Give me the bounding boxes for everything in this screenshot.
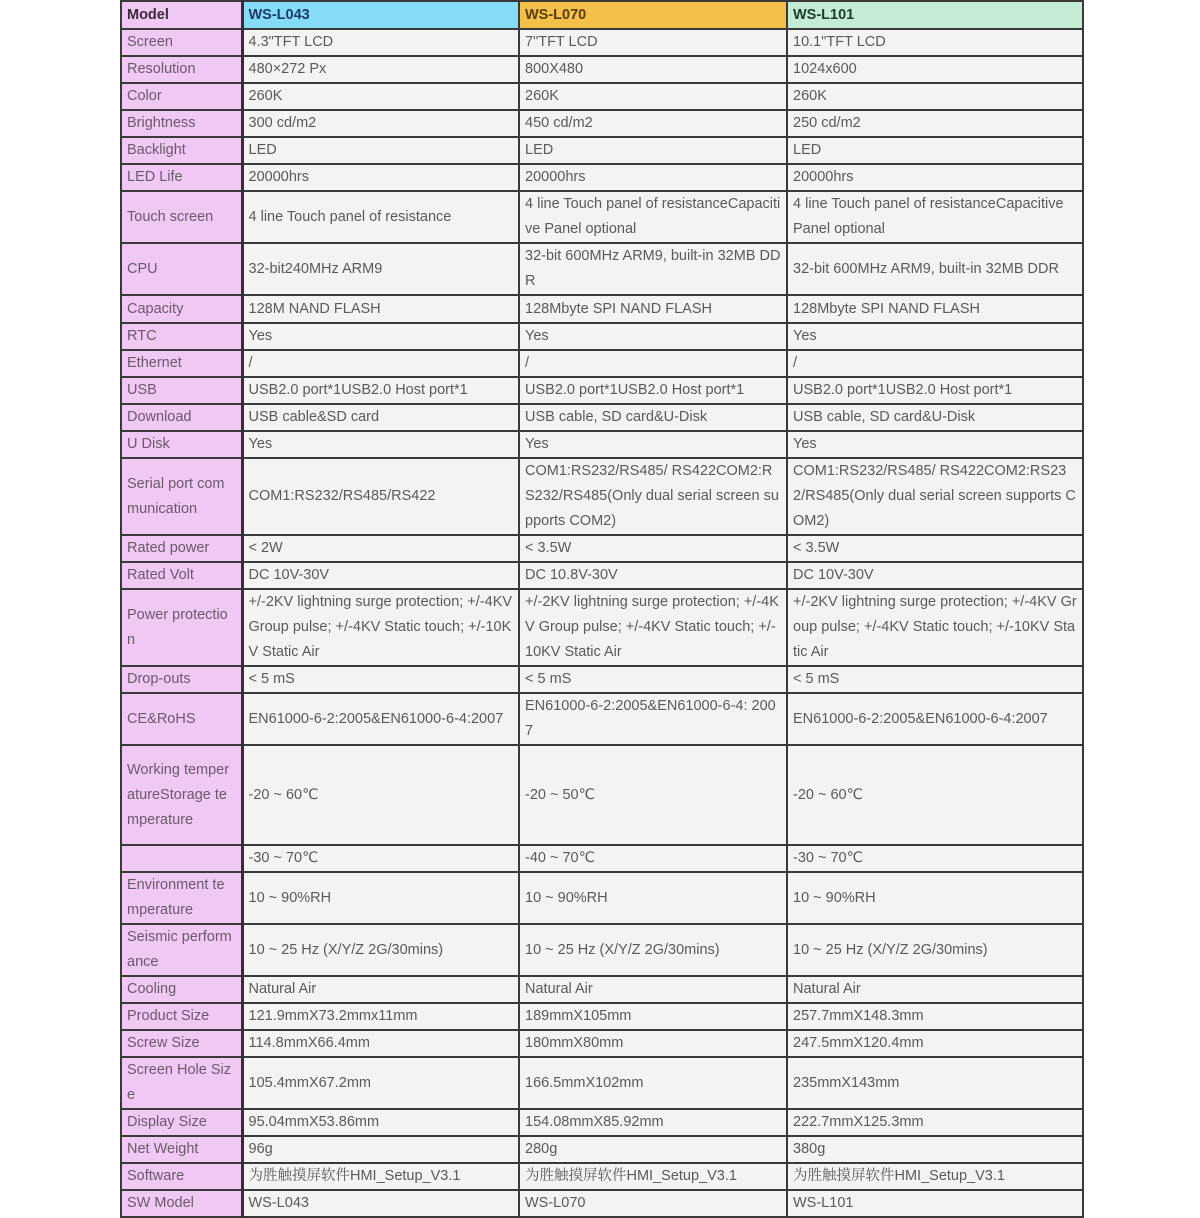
spec-value: 189mmX105mm	[519, 1003, 787, 1030]
row-label: Working temperatureStorage temperature	[121, 745, 242, 845]
spec-value: Yes	[519, 431, 787, 458]
spec-value: 为胜触摸屏软件HMI_Setup_V3.1	[242, 1163, 519, 1190]
spec-value: 20000hrs	[242, 164, 519, 191]
table-row	[121, 1003, 1083, 1030]
header-label: Model	[121, 1, 242, 29]
table-row	[121, 29, 1083, 56]
table-row	[121, 562, 1083, 589]
spec-value: 10.1"TFT LCD	[787, 29, 1083, 56]
table-row	[121, 295, 1083, 323]
table-row	[121, 845, 1083, 872]
spec-value: 10 ~ 25 Hz (X/Y/Z 2G/30mins)	[787, 924, 1083, 976]
spec-value: WS-L101	[787, 1190, 1083, 1217]
spec-value: 1024x600	[787, 56, 1083, 83]
spec-value: LED	[242, 137, 519, 164]
spec-value: 20000hrs	[519, 164, 787, 191]
spec-value: USB2.0 port*1USB2.0 Host port*1	[519, 377, 787, 404]
spec-value: DC 10V-30V	[242, 562, 519, 589]
table-row	[121, 666, 1083, 693]
spec-value: -30 ~ 70℃	[242, 845, 519, 872]
model-header-ws-l101: WS-L101	[787, 1, 1083, 29]
spec-value: 280g	[519, 1136, 787, 1163]
row-label: LED Life	[121, 164, 242, 191]
spec-value: +/-2KV lightning surge protection; +/-4KV Group pulse; +/-4KV Static touch; +/-10KV Static Air	[519, 589, 787, 666]
spec-value: DC 10V-30V	[787, 562, 1083, 589]
spec-value: < 5 mS	[519, 666, 787, 693]
table-row	[121, 110, 1083, 137]
spec-value: LED	[519, 137, 787, 164]
spec-table-body	[121, 29, 1083, 1217]
spec-value: 4.3"TFT LCD	[242, 29, 519, 56]
spec-value: 10 ~ 90%RH	[519, 872, 787, 924]
spec-value: 4 line Touch panel of resistanceCapacitive Panel optional	[787, 191, 1083, 243]
spec-value: < 5 mS	[787, 666, 1083, 693]
spec-value: 10 ~ 25 Hz (X/Y/Z 2G/30mins)	[242, 924, 519, 976]
spec-value: 480×272 Px	[242, 56, 519, 83]
table-row	[121, 350, 1083, 377]
spec-value: 257.7mmX148.3mm	[787, 1003, 1083, 1030]
row-label: Net Weight	[121, 1136, 242, 1163]
spec-value: EN61000-6-2:2005&EN61000-6-4: 2007	[519, 693, 787, 745]
table-row	[121, 323, 1083, 350]
row-label: Product Size	[121, 1003, 242, 1030]
spec-value: EN61000-6-2:2005&EN61000-6-4:2007	[787, 693, 1083, 745]
spec-value: Natural Air	[787, 976, 1083, 1003]
table-row	[121, 745, 1083, 845]
row-label: Environment temperature	[121, 872, 242, 924]
spec-value: 4 line Touch panel of resistanceCapacitive Panel optional	[519, 191, 787, 243]
spec-value: < 2W	[242, 535, 519, 562]
row-label: Screen	[121, 29, 242, 56]
row-label: Display Size	[121, 1109, 242, 1136]
header-row	[121, 1, 1083, 29]
spec-value: 105.4mmX67.2mm	[242, 1057, 519, 1109]
spec-value: Yes	[242, 431, 519, 458]
spec-value: Natural Air	[519, 976, 787, 1003]
spec-value: 235mmX143mm	[787, 1057, 1083, 1109]
spec-value: 166.5mmX102mm	[519, 1057, 787, 1109]
spec-value: COM1:RS232/RS485/ RS422COM2:RS232/RS485(Only dual serial screen supports COM2)	[519, 458, 787, 535]
row-label: CE&RoHS	[121, 693, 242, 745]
model-header-ws-l043: WS-L043	[242, 1, 519, 29]
row-label: Power protection	[121, 589, 242, 666]
row-label: Brightness	[121, 110, 242, 137]
table-row	[121, 137, 1083, 164]
row-label: Rated power	[121, 535, 242, 562]
table-row	[121, 693, 1083, 745]
row-label: Capacity	[121, 295, 242, 323]
table-row	[121, 83, 1083, 110]
table-row	[121, 872, 1083, 924]
spec-value: 300 cd/m2	[242, 110, 519, 137]
table-row	[121, 924, 1083, 976]
spec-value: /	[787, 350, 1083, 377]
spec-value: USB cable, SD card&U-Disk	[519, 404, 787, 431]
spec-value: LED	[787, 137, 1083, 164]
spec-value: DC 10.8V-30V	[519, 562, 787, 589]
spec-value: WS-L043	[242, 1190, 519, 1217]
spec-value: 128M NAND FLASH	[242, 295, 519, 323]
spec-value: 154.08mmX85.92mm	[519, 1109, 787, 1136]
table-row	[121, 191, 1083, 243]
spec-value: 10 ~ 90%RH	[242, 872, 519, 924]
row-label	[121, 845, 242, 872]
spec-value: EN61000-6-2:2005&EN61000-6-4:2007	[242, 693, 519, 745]
spec-value: 95.04mmX53.86mm	[242, 1109, 519, 1136]
model-header-ws-l070: WS-L070	[519, 1, 787, 29]
row-label: Drop-outs	[121, 666, 242, 693]
spec-value: 260K	[519, 83, 787, 110]
table-row	[121, 1057, 1083, 1109]
row-label: USB	[121, 377, 242, 404]
spec-value: Yes	[787, 431, 1083, 458]
spec-value: 250 cd/m2	[787, 110, 1083, 137]
table-row	[121, 1163, 1083, 1190]
row-label: RTC	[121, 323, 242, 350]
row-label: Screen Hole Size	[121, 1057, 242, 1109]
row-label: Backlight	[121, 137, 242, 164]
row-label: Serial port communication	[121, 458, 242, 535]
spec-value: /	[242, 350, 519, 377]
table-row	[121, 535, 1083, 562]
table-row	[121, 976, 1083, 1003]
table-row	[121, 1136, 1083, 1163]
spec-value: -20 ~ 50℃	[519, 745, 787, 845]
spec-value: < 3.5W	[519, 535, 787, 562]
spec-value: 32-bit240MHz ARM9	[242, 243, 519, 295]
spec-value: COM1:RS232/RS485/RS422	[242, 458, 519, 535]
table-row	[121, 1109, 1083, 1136]
table-row	[121, 589, 1083, 666]
spec-value: -30 ~ 70℃	[787, 845, 1083, 872]
row-label: Color	[121, 83, 242, 110]
spec-value: Yes	[242, 323, 519, 350]
spec-comparison-table	[120, 0, 1084, 1218]
table-row	[121, 458, 1083, 535]
spec-value: USB cable&SD card	[242, 404, 519, 431]
spec-value: Natural Air	[242, 976, 519, 1003]
spec-value: +/-2KV lightning surge protection; +/-4KV Group pulse; +/-4KV Static touch; +/-10KV Static Air	[787, 589, 1083, 666]
spec-value: Yes	[787, 323, 1083, 350]
spec-value: +/-2KV lightning surge protection; +/-4KV Group pulse; +/-4KV Static touch; +/-10KV Static Air	[242, 589, 519, 666]
table-row	[121, 1190, 1083, 1217]
spec-value: 260K	[787, 83, 1083, 110]
spec-value: 128Mbyte SPI NAND FLASH	[519, 295, 787, 323]
row-label: Software	[121, 1163, 242, 1190]
row-label: Screw Size	[121, 1030, 242, 1057]
spec-value: < 3.5W	[787, 535, 1083, 562]
spec-value: 800X480	[519, 56, 787, 83]
row-label: Cooling	[121, 976, 242, 1003]
table-row	[121, 56, 1083, 83]
spec-value: 180mmX80mm	[519, 1030, 787, 1057]
row-label: Touch screen	[121, 191, 242, 243]
row-label: U Disk	[121, 431, 242, 458]
spec-value: 380g	[787, 1136, 1083, 1163]
row-label: Download	[121, 404, 242, 431]
spec-value: 7"TFT LCD	[519, 29, 787, 56]
spec-value: 121.9mmX73.2mmx11mm	[242, 1003, 519, 1030]
spec-value: 10 ~ 90%RH	[787, 872, 1083, 924]
table-row	[121, 243, 1083, 295]
spec-value: -40 ~ 70℃	[519, 845, 787, 872]
spec-value: 260K	[242, 83, 519, 110]
spec-value: 247.5mmX120.4mm	[787, 1030, 1083, 1057]
spec-value: 128Mbyte SPI NAND FLASH	[787, 295, 1083, 323]
spec-value: 96g	[242, 1136, 519, 1163]
row-label: Seismic performance	[121, 924, 242, 976]
table-row	[121, 431, 1083, 458]
spec-value: 32-bit 600MHz ARM9, built-in 32MB DDR	[787, 243, 1083, 295]
row-label: Ethernet	[121, 350, 242, 377]
spec-value: USB cable, SD card&U-Disk	[787, 404, 1083, 431]
spec-value: 20000hrs	[787, 164, 1083, 191]
spec-value: 4 line Touch panel of resistance	[242, 191, 519, 243]
spec-value: 为胜触摸屏软件HMI_Setup_V3.1	[787, 1163, 1083, 1190]
spec-value: 222.7mmX125.3mm	[787, 1109, 1083, 1136]
spec-value: 为胜触摸屏软件HMI_Setup_V3.1	[519, 1163, 787, 1190]
row-label: SW Model	[121, 1190, 242, 1217]
spec-value: -20 ~ 60℃	[242, 745, 519, 845]
table-row	[121, 404, 1083, 431]
spec-value: 114.8mmX66.4mm	[242, 1030, 519, 1057]
spec-value: COM1:RS232/RS485/ RS422COM2:RS232/RS485(Only dual serial screen supports COM2)	[787, 458, 1083, 535]
spec-value: 10 ~ 25 Hz (X/Y/Z 2G/30mins)	[519, 924, 787, 976]
spec-value: USB2.0 port*1USB2.0 Host port*1	[787, 377, 1083, 404]
spec-value: WS-L070	[519, 1190, 787, 1217]
table-row	[121, 164, 1083, 191]
table-row	[121, 1030, 1083, 1057]
spec-value: USB2.0 port*1USB2.0 Host port*1	[242, 377, 519, 404]
spec-value: /	[519, 350, 787, 377]
row-label: Resolution	[121, 56, 242, 83]
spec-value: < 5 mS	[242, 666, 519, 693]
row-label: CPU	[121, 243, 242, 295]
table-row	[121, 377, 1083, 404]
spec-value: 32-bit 600MHz ARM9, built-in 32MB DDR	[519, 243, 787, 295]
spec-value: -20 ~ 60℃	[787, 745, 1083, 845]
spec-value: 450 cd/m2	[519, 110, 787, 137]
row-label: Rated Volt	[121, 562, 242, 589]
spec-value: Yes	[519, 323, 787, 350]
